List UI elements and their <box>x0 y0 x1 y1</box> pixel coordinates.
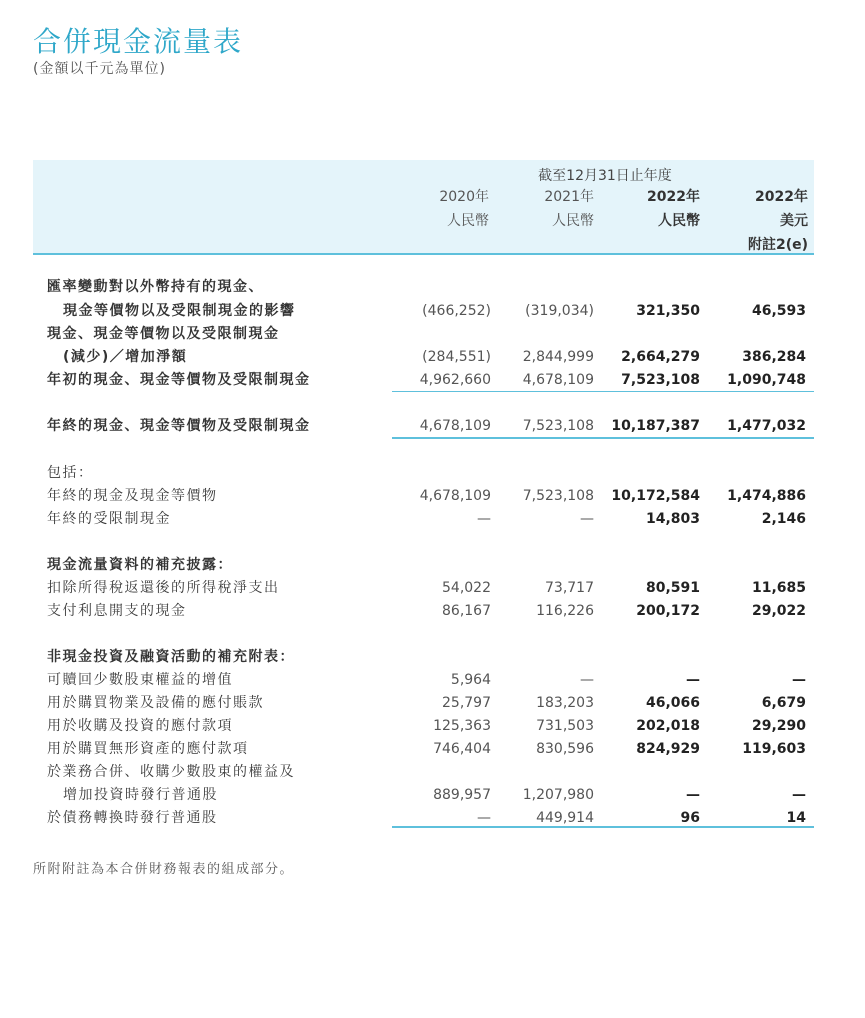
cell-value: (466,252) <box>422 303 491 319</box>
cell-value: 29,290 <box>751 718 806 734</box>
cell-value: 7,523,108 <box>621 372 700 388</box>
cell-value: 731,503 <box>536 718 594 734</box>
cell-value: 4,678,109 <box>522 372 594 388</box>
row-label: 用於收購及投資的應付款項 <box>47 718 233 734</box>
cell-value: 2,664,279 <box>621 349 700 365</box>
divider <box>392 437 814 439</box>
header-year: 2022年 <box>755 189 808 205</box>
row-label: 於債務轉換時發行普通股 <box>47 810 218 826</box>
row-label: (減少)／增加淨額 <box>63 349 188 365</box>
header-currency: 人民幣 <box>658 213 700 229</box>
table-row <box>0 369 865 391</box>
header-currency: 人民幣 <box>447 213 489 229</box>
cell-value: 25,797 <box>442 695 491 711</box>
cell-value: — <box>477 511 491 527</box>
divider <box>392 391 814 392</box>
page-title: 合併現金流量表 <box>33 25 244 58</box>
cell-value: 14,803 <box>645 511 700 527</box>
cell-value: 386,284 <box>742 349 806 365</box>
row-label: 於業務合併、收購少數股東的權益及 <box>47 764 295 780</box>
cell-value: 119,603 <box>742 741 806 757</box>
cell-value: 202,018 <box>636 718 700 734</box>
divider <box>392 826 814 828</box>
cell-value: 86,167 <box>442 603 491 619</box>
cell-value: 116,226 <box>536 603 594 619</box>
row-label: 現金流量資料的補充披露： <box>47 557 233 573</box>
cell-value: 449,914 <box>536 810 594 826</box>
header-currency: 美元 <box>780 213 808 229</box>
cell-value: 5,964 <box>450 672 491 688</box>
table-row <box>0 692 865 714</box>
table-row <box>0 415 865 437</box>
row-label: 現金等價物以及受限制現金的影響 <box>63 303 296 319</box>
cell-value: 1,477,032 <box>727 418 806 434</box>
cell-value: 2,146 <box>761 511 806 527</box>
cell-value: 746,404 <box>433 741 491 757</box>
table-row <box>0 784 865 806</box>
cell-value: 2,844,999 <box>522 349 594 365</box>
cell-value: 10,187,387 <box>611 418 700 434</box>
cell-value: — <box>580 672 594 688</box>
cell-value: 183,203 <box>536 695 594 711</box>
page-subtitle: (金額以千元為單位) <box>33 61 166 77</box>
cell-value: 7,523,108 <box>522 488 594 504</box>
cell-value: (284,551) <box>422 349 491 365</box>
row-label: 年終的現金及現金等價物 <box>47 488 218 504</box>
cell-value: 73,717 <box>545 580 594 596</box>
cell-value: — <box>792 787 806 803</box>
cell-value: — <box>686 672 700 688</box>
row-label: 非現金投資及融資活動的補充附表： <box>47 649 295 665</box>
table-row <box>0 738 865 760</box>
cell-value: — <box>580 511 594 527</box>
table-row <box>0 485 865 507</box>
cell-value: 14 <box>786 810 806 826</box>
cell-value: 29,022 <box>751 603 806 619</box>
cell-value: (319,034) <box>525 303 594 319</box>
cell-value: 830,596 <box>536 741 594 757</box>
row-label: 可贖回少數股東權益的增值 <box>47 672 233 688</box>
table-row <box>0 669 865 691</box>
header-col-2022-rmb <box>647 185 700 233</box>
cell-value: 46,593 <box>751 303 806 319</box>
cell-value: 200,172 <box>636 603 700 619</box>
header-note: 附註2(e) <box>747 237 808 253</box>
row-label: 年終的受限制現金 <box>47 511 171 527</box>
cell-value: 125,363 <box>433 718 491 734</box>
cell-value: 10,172,584 <box>611 488 700 504</box>
cell-value: 1,090,748 <box>727 372 806 388</box>
row-label: 年初的現金、現金等價物及受限制現金 <box>47 372 311 388</box>
table-row <box>0 554 865 576</box>
row-label: 用於購買物業及設備的應付賬款 <box>47 695 264 711</box>
cell-value: 54,022 <box>442 580 491 596</box>
cell-value: 4,962,660 <box>419 372 491 388</box>
row-label: 現金、現金等價物以及受限制現金 <box>47 326 280 342</box>
cell-value: 321,350 <box>636 303 700 319</box>
cell-value: 96 <box>680 810 700 826</box>
row-label: 增加投資時發行普通股 <box>63 787 218 803</box>
table-row <box>0 761 865 783</box>
row-label: 年終的現金、現金等價物及受限制現金 <box>47 418 311 434</box>
row-label: 包括： <box>47 465 94 481</box>
table-row <box>0 577 865 599</box>
cell-value: — <box>792 672 806 688</box>
table-row <box>0 346 865 368</box>
header-col-2021 <box>544 185 594 233</box>
row-label: 扣除所得稅返還後的所得稅淨支出 <box>47 580 280 596</box>
table-row <box>0 300 865 322</box>
table-row <box>0 715 865 737</box>
header-year: 2021年 <box>544 189 594 205</box>
row-label: 支付利息開支的現金 <box>47 603 187 619</box>
cell-value: 1,474,886 <box>727 488 806 504</box>
header-currency: 人民幣 <box>552 213 594 229</box>
table-row <box>0 276 865 298</box>
table-row <box>0 600 865 622</box>
cell-value: 4,678,109 <box>419 418 491 434</box>
row-label: 匯率變動對以外幣持有的現金、 <box>47 279 264 295</box>
header-year: 2022年 <box>647 189 700 205</box>
row-label: 用於購買無形資產的應付款項 <box>47 741 249 757</box>
table-row <box>0 462 865 484</box>
cell-value: 7,523,108 <box>522 418 594 434</box>
cell-value: — <box>686 787 700 803</box>
header-col-2020 <box>439 185 489 233</box>
period-header: 截至12月31日止年度 <box>538 168 672 184</box>
header-col-2022-usd <box>748 185 808 257</box>
cell-value: — <box>477 810 491 826</box>
header-year: 2020年 <box>439 189 489 205</box>
table-row <box>0 323 865 345</box>
table-row <box>0 508 865 530</box>
cell-value: 80,591 <box>645 580 700 596</box>
cell-value: 1,207,980 <box>522 787 594 803</box>
table-row <box>0 646 865 668</box>
cell-value: 46,066 <box>645 695 700 711</box>
cell-value: 889,957 <box>433 787 491 803</box>
footnote: 所附附註為本合併財務報表的組成部分。 <box>33 862 295 877</box>
cell-value: 4,678,109 <box>419 488 491 504</box>
cell-value: 11,685 <box>751 580 806 596</box>
cell-value: 824,929 <box>636 741 700 757</box>
cell-value: 6,679 <box>761 695 806 711</box>
